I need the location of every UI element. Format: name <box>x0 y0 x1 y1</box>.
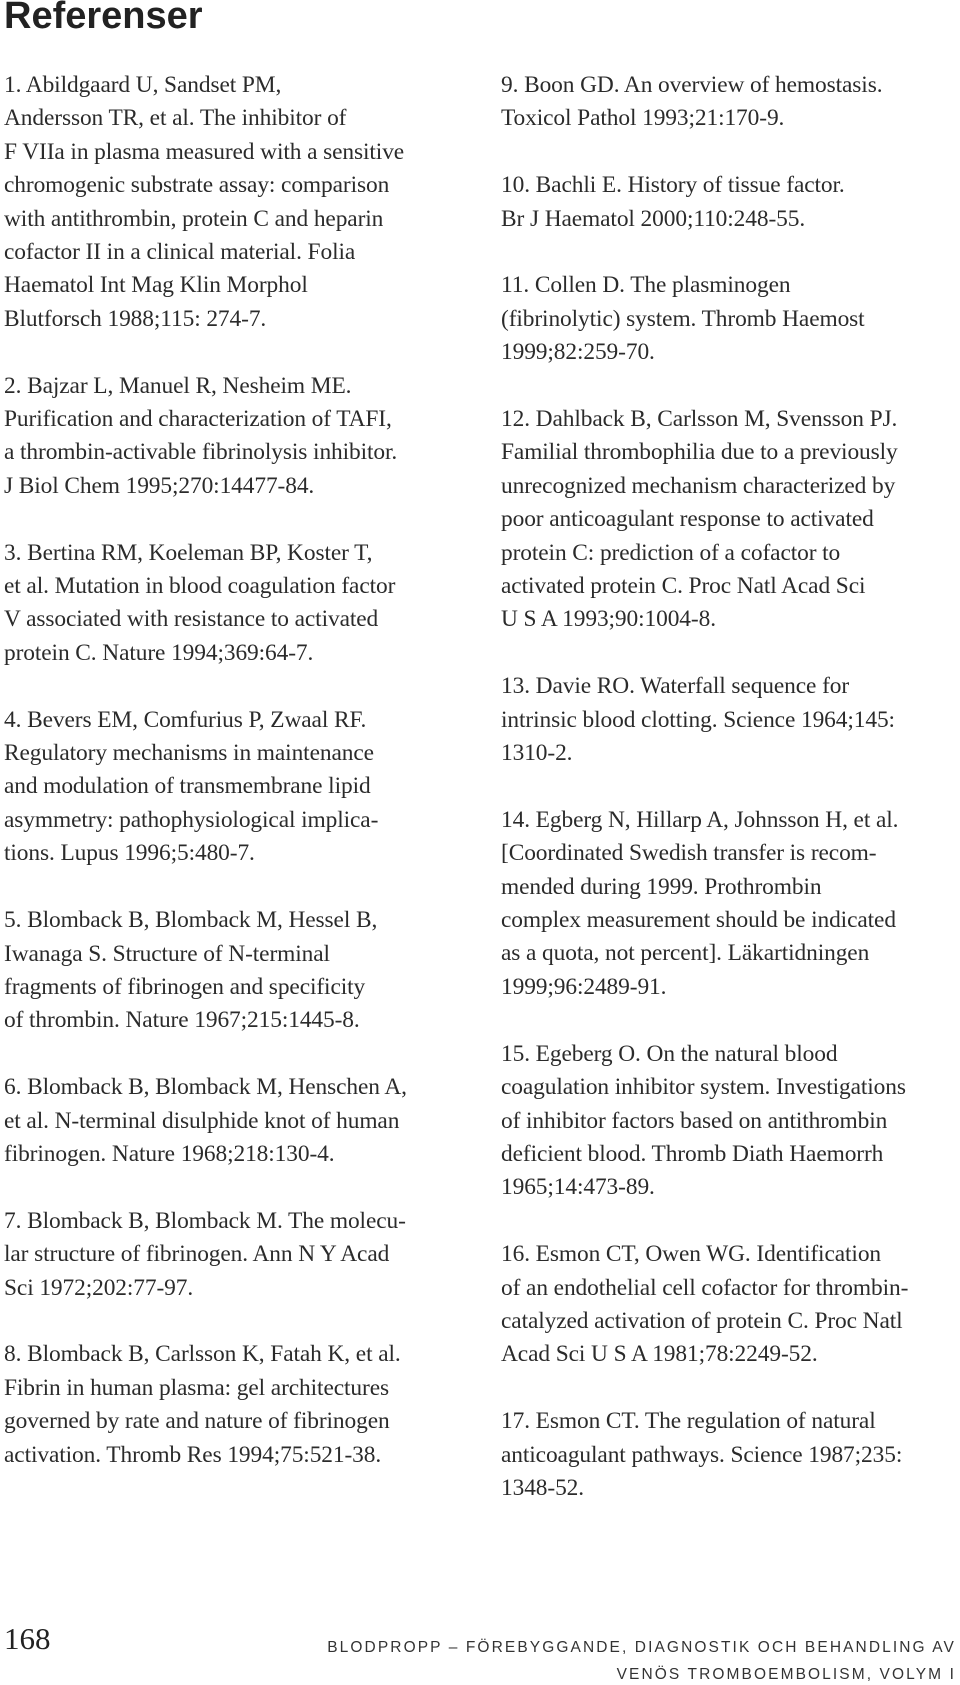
reference-item-6: 6. Blomback B, Blomback M, Henschen A, et al. N-terminal disulphide knot of human fibrinogen. Nature 1968;218:130-4. <box>4 1074 407 1167</box>
reference-item-3: 3. Bertina RM, Koeleman BP, Koster T, et al. Mutation in blood coagulation factor V associated with resistance to activated protein C. Nature 1994;369:64-7. <box>4 539 396 666</box>
page-title: Referenser <box>4 0 203 37</box>
reference-item-14: 14. Egberg N, Hillarp A, Johnsson H, et al. [Coordinated Swedish transfer is recom- mended during 1999. Prothrombin complex measurement should be indicated as a quota, not percent]. Läkartidningen 1999;96:2489-91. <box>501 806 899 1000</box>
reference-item-12: 12. Dahlback B, Carlsson M, Svensson PJ. Familial thrombophilia due to a previously unrecognized mechanism characterized by poor anticoagulant response to activated protein C: prediction of a cofactor to activated protein C. Proc Natl Acad Sci U S A 1993;90:1004-8. <box>501 406 898 633</box>
reference-item-13: 13. Davie RO. Waterfall sequence for intrinsic blood clotting. Science 1964;145: 1310-2. <box>501 673 895 767</box>
reference-item-15: 15. Egeberg O. On the natural blood coagulation inhibitor system. Investigations of inhibitor factors based on antithrombin deficient blood. Thromb Diath Haemorrh 1965;14:473-89. <box>501 1040 906 1201</box>
reference-item-16: 16. Esmon CT, Owen WG. Identification of an endothelial cell cofactor for thrombin- catalyzed activation of protein C. Proc Natl Acad Sci U S A 1981;78:2249-52. <box>501 1241 909 1368</box>
reference-item-7: 7. Blomback B, Blomback M. The molecu- lar structure of fibrinogen. Ann N Y Acad Sci 1972;202:77-97. <box>4 1207 406 1301</box>
reference-item-11: 11. Collen D. The plasminogen (fibrinolytic) system. Thromb Haemost 1999;82:259-70. <box>501 272 865 366</box>
reference-item-1: 1. Abildgaard U, Sandset PM, Andersson TR, et al. The inhibitor of F VIIa in plasma measured with a sensitive chromogenic substrate assay: comparison with antithrombin, protein C and heparin cofactor II in a clinical material. Folia Haematol Int Mag Klin Morphol Blutforsch 1988;115: 274-7. <box>4 72 405 332</box>
references-right-column <box>501 69 956 1539</box>
reference-item-8: 8. Blomback B, Carlsson K, Fatah K, et al. Fibrin in human plasma: gel architectures governed by rate and nature of fibrinogen activation. Thromb Res 1994;75:521-38. <box>4 1341 401 1468</box>
page-number: 168 <box>4 1621 51 1656</box>
reference-item-5: 5. Blomback B, Blomback M, Hessel B, Iwanaga S. Structure of N-terminal fragments of fibrinogen and specificity of thrombin. Nature 1967;215:1445-8. <box>4 907 378 1034</box>
references-left-column <box>4 69 466 1505</box>
reference-item-2: 2. Bajzar L, Manuel R, Nesheim ME. Purification and characterization of TAFI, a thrombin-activable fibrinolysis inhibitor. J Biol Chem 1995;270:14477-84. <box>4 372 398 499</box>
reference-item-10: 10. Bachli E. History of tissue factor. Br J Haematol 2000;110:248-55. <box>501 172 845 232</box>
reference-item-17: 17. Esmon CT. The regulation of natural anticoagulant pathways. Science 1987;235: 1348-52. <box>501 1408 903 1501</box>
reference-item-9: 9. Boon GD. An overview of hemostasis. Toxicol Pathol 1993;21:170-9. <box>501 72 883 132</box>
running-footer-line-1: BLODPROPP – FÖREBYGGANDE, DIAGNOSTIK OCH BEHANDLING AV <box>327 1639 956 1656</box>
reference-item-4: 4. Bevers EM, Comfurius P, Zwaal RF. Regulatory mechanisms in maintenance and modulation of transmembrane lipid asymmetry: pathophysiological implica- tions. Lupus 1996;5:480-7. <box>4 706 379 867</box>
running-footer-line-2: VENÖS TROMBOEMBOLISM, VOLYM I <box>616 1666 956 1683</box>
